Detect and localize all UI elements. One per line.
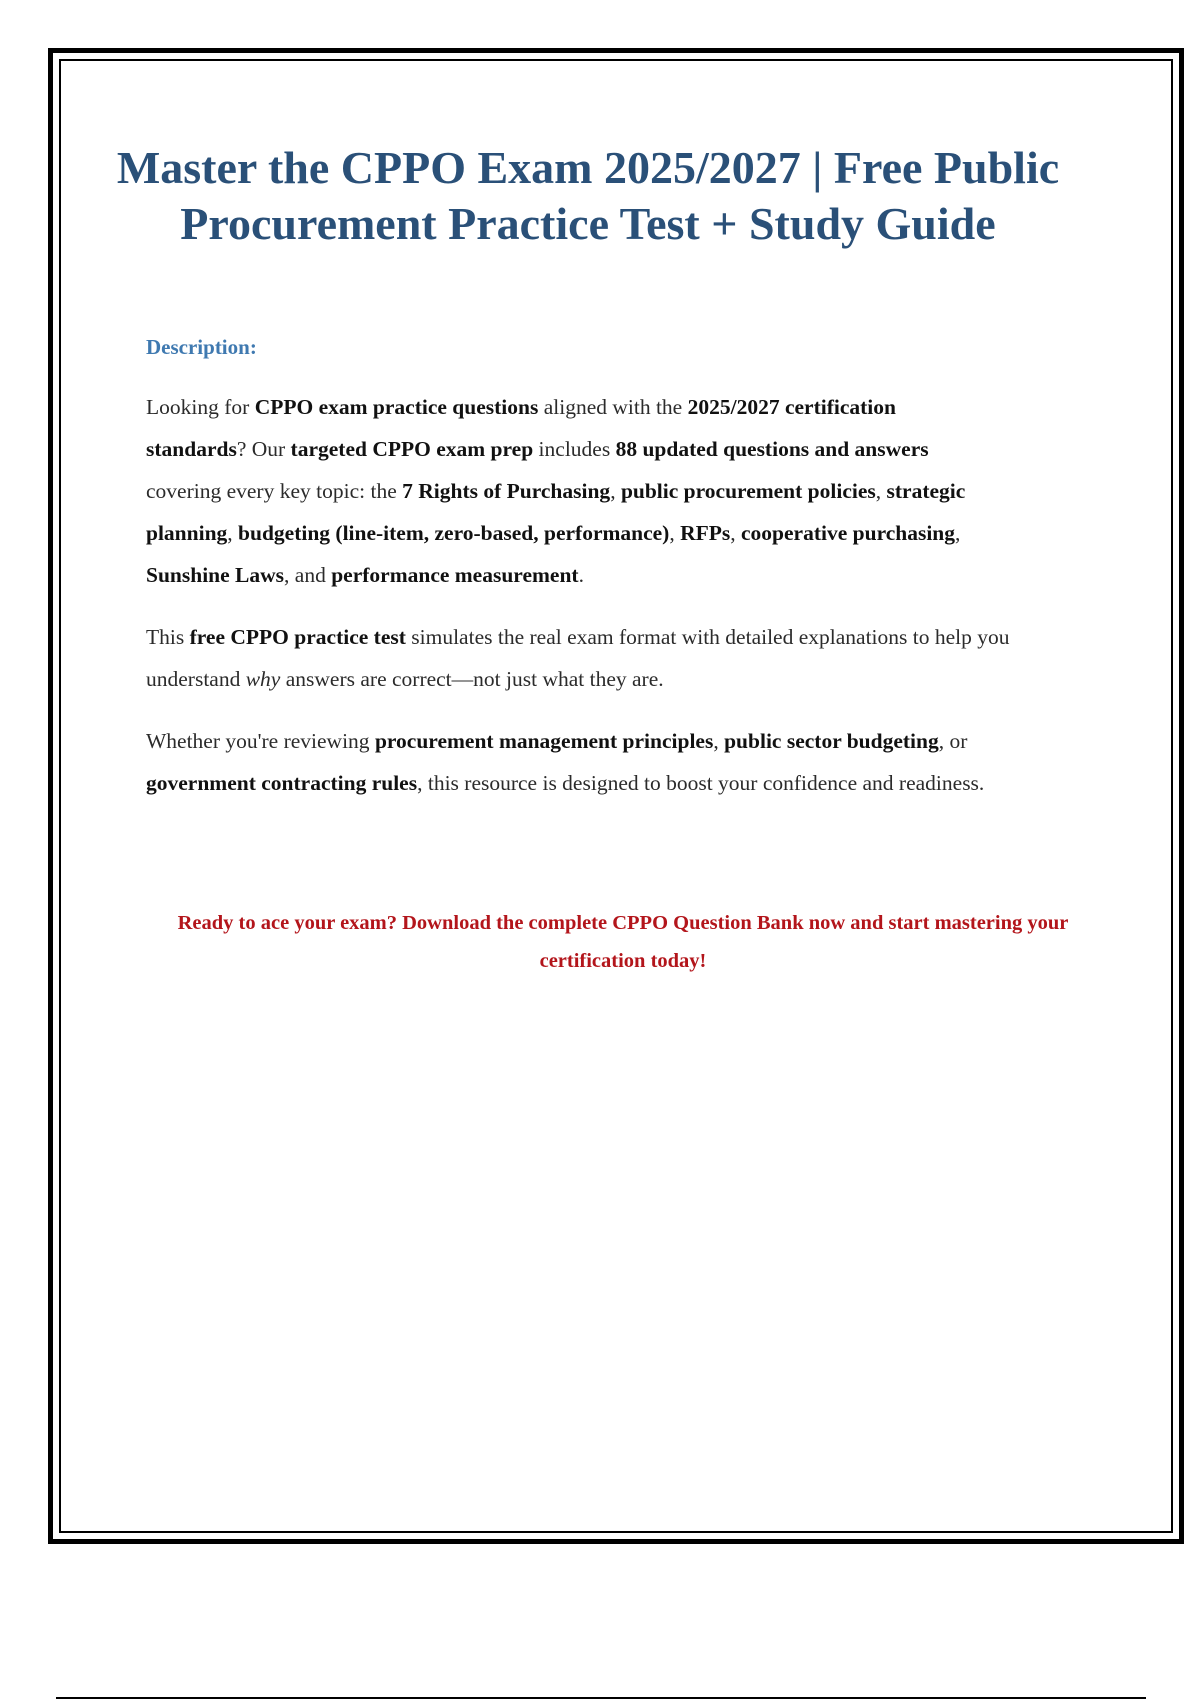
bold-phrase: procurement management principles	[374, 729, 714, 753]
text-run: Looking for	[146, 395, 255, 419]
call-to-action: Ready to ace your exam? Download the complete CPPO Question Bank now and start mastering your certification today!	[177, 912, 1069, 972]
paragraph-practice-test	[146, 616, 1081, 700]
bold-phrase: 7 Rights of Purchasing	[402, 479, 611, 503]
description-label: Description:	[146, 335, 257, 359]
text-run: includes	[533, 437, 616, 461]
text-run: ? Our	[236, 437, 291, 461]
footer-divider	[56, 1697, 1146, 1699]
bold-phrase: public sector budgeting	[724, 729, 939, 753]
text-run: ,	[227, 521, 239, 545]
text-run: covering every key topic: the	[146, 479, 403, 503]
text-run: This	[146, 625, 190, 649]
text-run: , and	[284, 563, 332, 587]
text-run: .	[578, 563, 584, 587]
text-run: ,	[713, 729, 725, 753]
text-run: ,	[875, 479, 887, 503]
bold-phrase: free CPPO practice test	[189, 625, 406, 649]
bold-phrase: Sunshine Laws	[146, 563, 285, 587]
bold-phrase: government contracting rules	[146, 771, 418, 795]
bold-phrase: public procurement policies	[620, 479, 876, 503]
bold-phrase: 2025/2027 certification standards	[146, 395, 896, 461]
bold-phrase: CPPO exam practice questions	[254, 395, 539, 419]
text-run: simulates the real exam format with detailed explanations to help you understand	[146, 625, 1010, 691]
document-title: Master the CPPO Exam 2025/2027 | Free Public Procurement Practice Test + Study Guide	[116, 142, 1060, 249]
document-body	[98, 140, 1088, 980]
bold-phrase: budgeting (line-item, zero-based, performance)	[238, 521, 670, 545]
bold-phrase: performance measurement	[331, 563, 579, 587]
bold-phrase: targeted CPPO exam prep	[290, 437, 534, 461]
text-run: Whether you're reviewing	[146, 729, 375, 753]
bold-phrase: cooperative purchasing	[741, 521, 956, 545]
paragraph-resource	[146, 720, 1046, 804]
text-run: ,	[610, 479, 621, 503]
text-run: , this resource is designed to boost your confidence and readiness.	[417, 771, 985, 795]
paragraph-intro	[146, 386, 976, 596]
bold-phrase: strategic planning	[146, 479, 966, 545]
text-run: aligned with the	[538, 395, 688, 419]
text-run: ,	[669, 521, 681, 545]
text-run: ,	[955, 521, 961, 545]
italic-phrase: why	[245, 667, 281, 691]
bold-phrase: RFPs	[680, 521, 731, 545]
text-run: answers are correct—not just what they are.	[280, 667, 664, 691]
text-run: ,	[730, 521, 742, 545]
bold-phrase: 88 updated questions and answers	[615, 437, 929, 461]
text-run: , or	[938, 729, 968, 753]
